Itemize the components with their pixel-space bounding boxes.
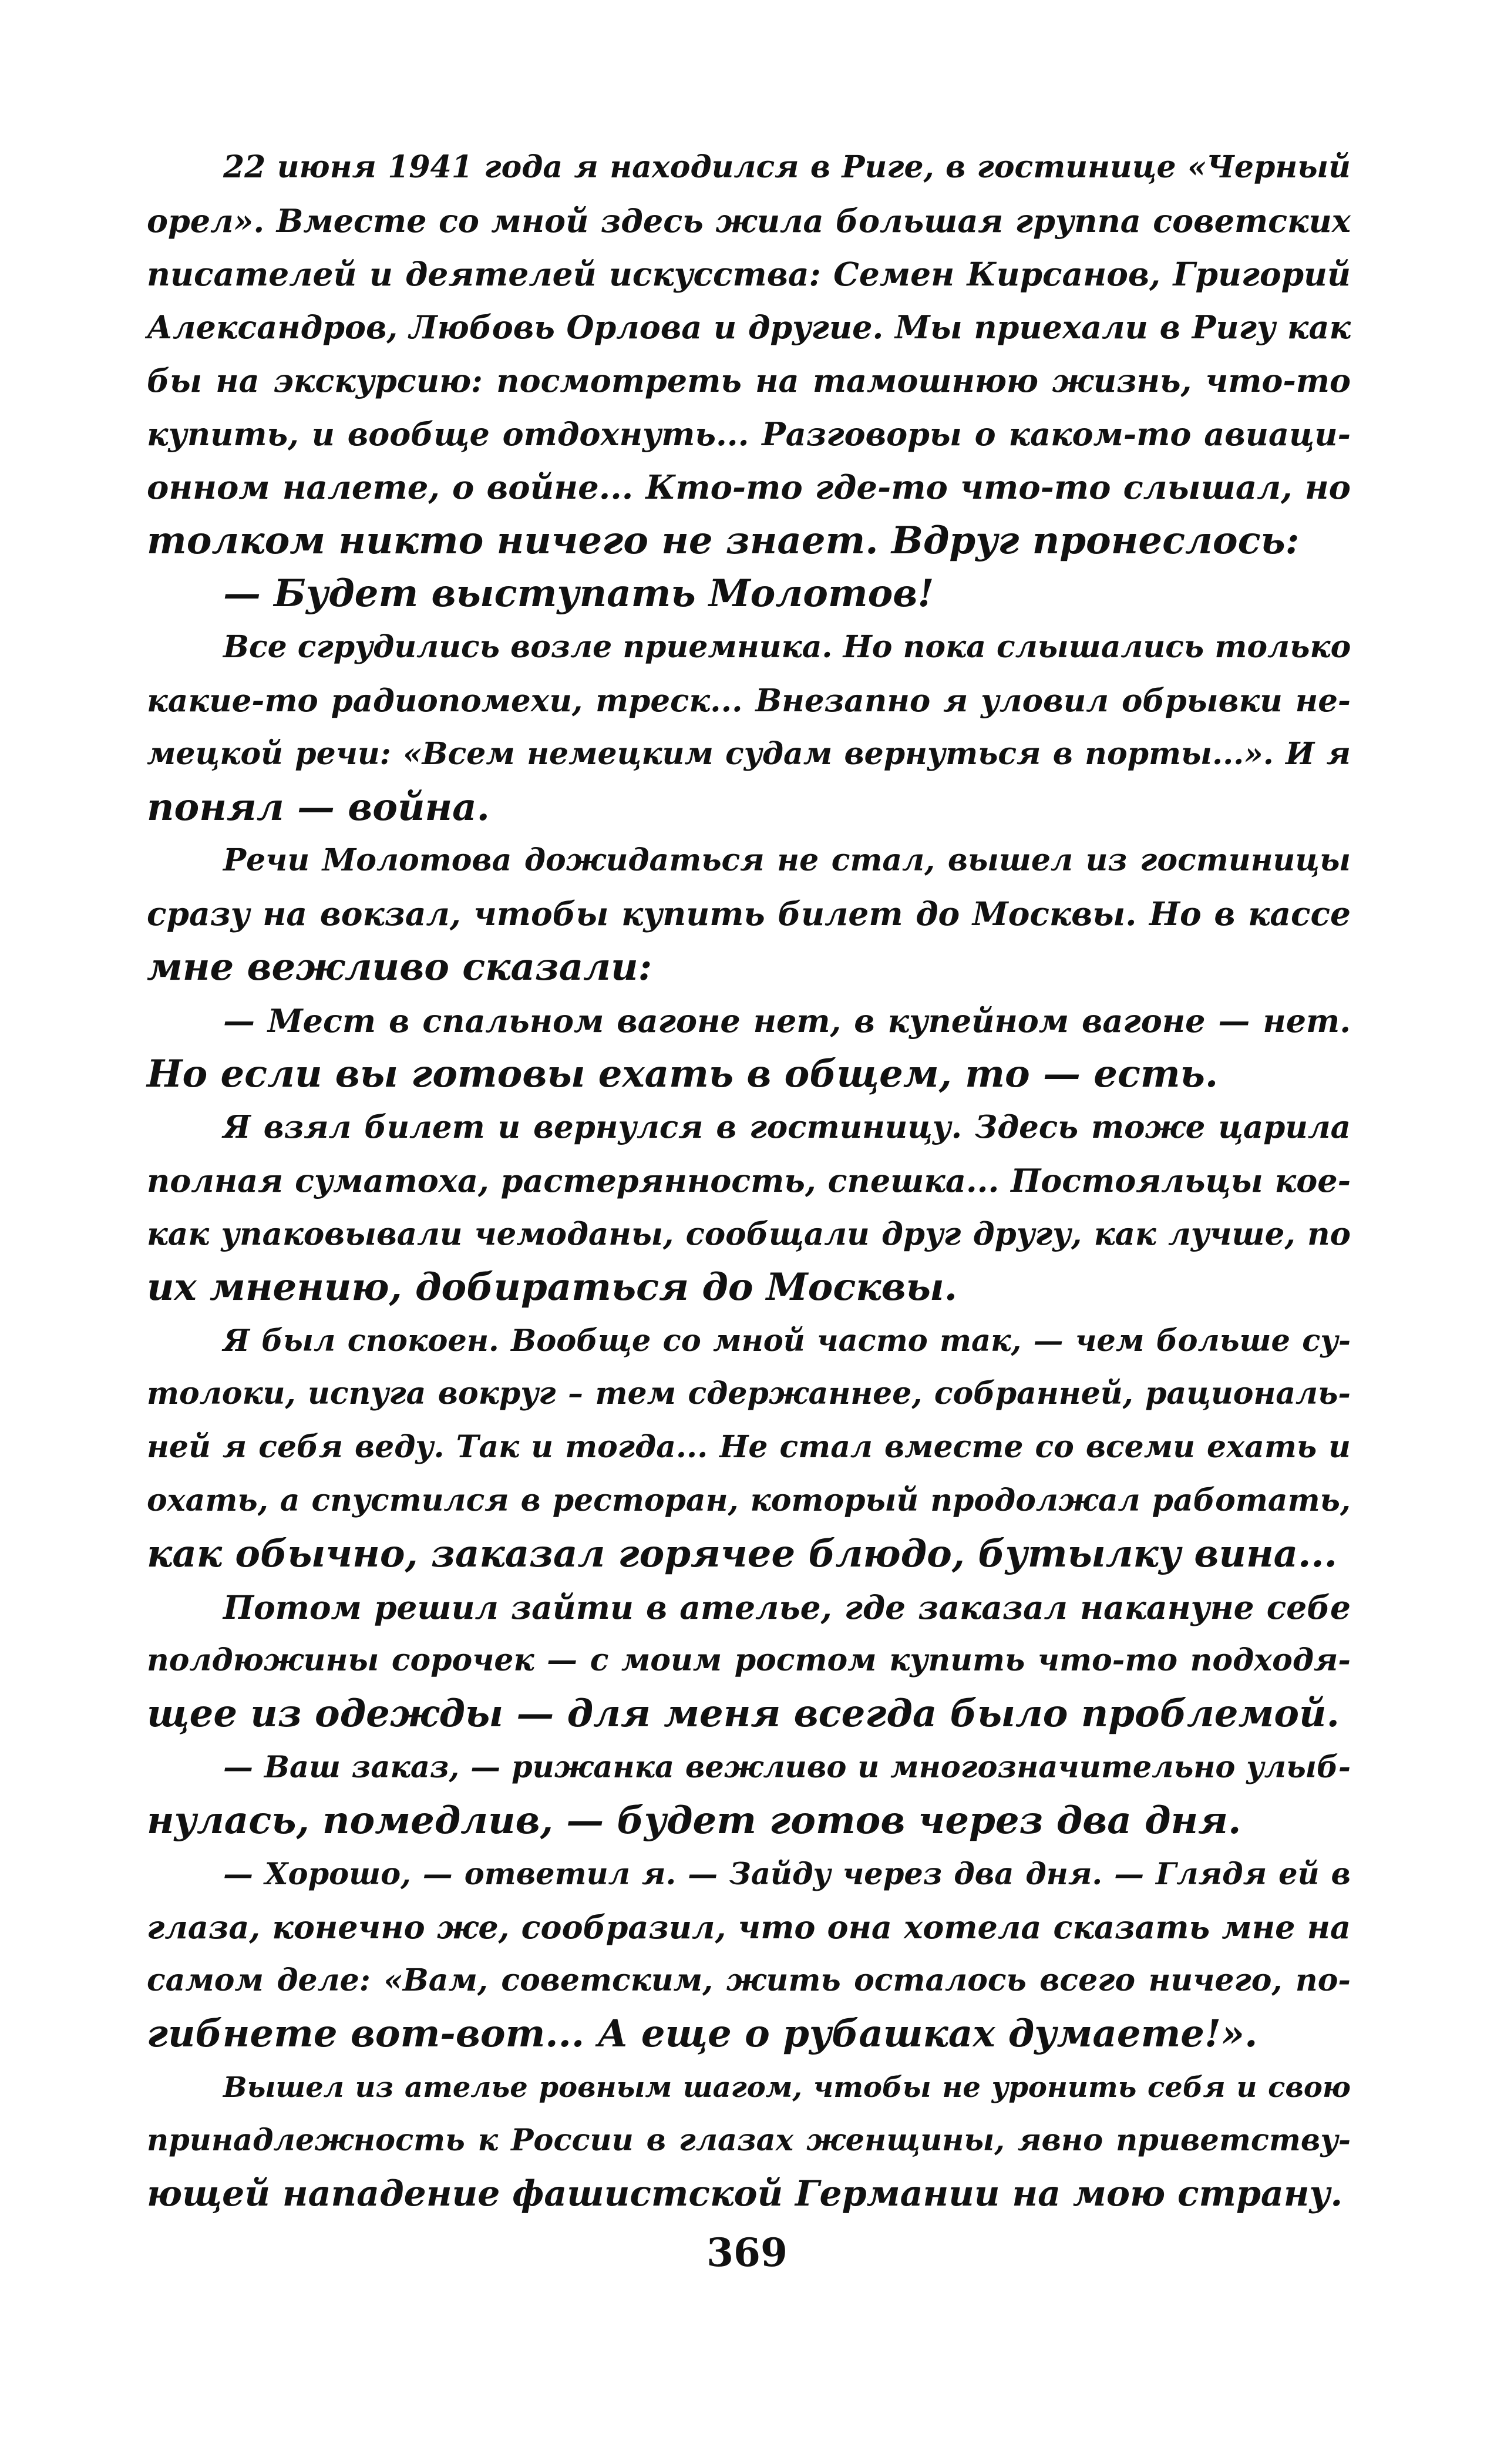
text-line: Я взял билет и вернулся в гостиницу. Здесь тоже царила	[223, 1109, 1351, 1146]
text-line: онном налете, о войне... Кто-то где-то что-то слышал, но	[147, 468, 1351, 507]
text-line: 22 июня 1941 года я находился в Риге, в гостинице «Черный	[223, 149, 1351, 185]
text-line: ней я себя веду. Так и тогда... Не стал вместе со всеми ехать и	[147, 1429, 1351, 1465]
text-line: — Хорошо, — ответил я. — Зайду через два дня. — Глядя ей в	[223, 1856, 1351, 1892]
text-line: орел». Вместе со мной здесь жила большая группа советских	[147, 201, 1351, 240]
text-line: мне вежливо сказали:	[147, 944, 652, 989]
text-line: Потом решил зайти в ателье, где заказал накануне себе	[223, 1588, 1351, 1626]
text-line: полная суматоха, растерянность, спешка... Постояльцы кое-	[147, 1162, 1351, 1200]
text-line: нулась, помедлив, — будет готов через два дня.	[147, 1798, 1241, 1843]
text-line: — Ваш заказ, — рижанка вежливо и многозначительно улыб-	[223, 1749, 1351, 1785]
text-line: бы на экскурсию: посмотреть на тамошнюю жизнь, что-то	[147, 362, 1351, 400]
text-line: как обычно, заказал горячее блюдо, бутылку вина...	[147, 1531, 1337, 1576]
text-line: щее из одежды — для меня всегда было проблемой.	[147, 1692, 1340, 1736]
text-line: Я был спокоен. Вообще со мной часто так, — чем больше су-	[223, 1323, 1351, 1359]
text-line: сразу на вокзал, чтобы купить билет до Москвы. Но в кассе	[147, 895, 1351, 933]
text-line: толоки, испуга вокруг – тем сдержаннее, собранней, рациональ-	[147, 1376, 1351, 1412]
text-line: их мнению, добираться до Москвы.	[147, 1265, 958, 1309]
text-line: самом деле: «Вам, советским, жить осталось всего ничего, по-	[147, 1962, 1351, 1999]
text-line: толком никто ничего не знает. Вдруг пронеслось:	[147, 518, 1300, 563]
text-line: Все сгрудились возле приемника. Но пока слышались только	[223, 629, 1351, 665]
text-line: ющей нападение фашистской Германии на мою страну.	[147, 2173, 1343, 2215]
page-number: 369	[706, 2230, 788, 2275]
text-line: мецкой речи: «Всем немецким судам вернуться в порты...». И я	[147, 735, 1351, 772]
text-line: глаза, конечно же, сообразил, что она хотела сказать мне на	[147, 1908, 1351, 1947]
text-line: — Мест в спальном вагоне нет, в купейном вагоне — нет.	[223, 1001, 1351, 1040]
text-line: Но если вы готовы ехать в общем, то — есть.	[147, 1051, 1219, 1096]
body-text	[147, 141, 1351, 2221]
text-line: Вышел из ателье ровным шагом, чтобы не уронить себя и свою	[223, 2070, 1351, 2104]
text-line: принадлежность к России в глазах женщины, явно приветству-	[147, 2123, 1351, 2159]
text-line: охать, а спустился в ресторан, который продолжал работать,	[147, 1482, 1351, 1518]
text-line: Александров, Любовь Орлова и другие. Мы приехали в Ригу как	[147, 308, 1351, 347]
text-line: писателей и деятелей искусства: Семен Кирсанов, Григорий	[147, 254, 1351, 293]
text-line: гибнете вот-вот... А еще о рубашках думаете!».	[147, 2011, 1258, 2056]
text-line: как упаковывали чемоданы, сообщали друг другу, как лучше, по	[147, 1215, 1351, 1252]
text-line: Речи Молотова дожидаться не стал, вышел из гостиницы	[223, 842, 1351, 879]
text-line: какие-то радиопомехи, треск... Внезапно я уловил обрывки не-	[147, 682, 1351, 719]
text-line: — Будет выступать Молотов!	[223, 572, 934, 616]
text-line: купить, и вообще отдохнуть... Разговоры о каком-то авиаци-	[147, 415, 1351, 453]
text-line: полдюжины сорочек — с моим ростом купить что-то подходя-	[147, 1642, 1351, 1679]
text-line: понял — война.	[147, 785, 490, 829]
